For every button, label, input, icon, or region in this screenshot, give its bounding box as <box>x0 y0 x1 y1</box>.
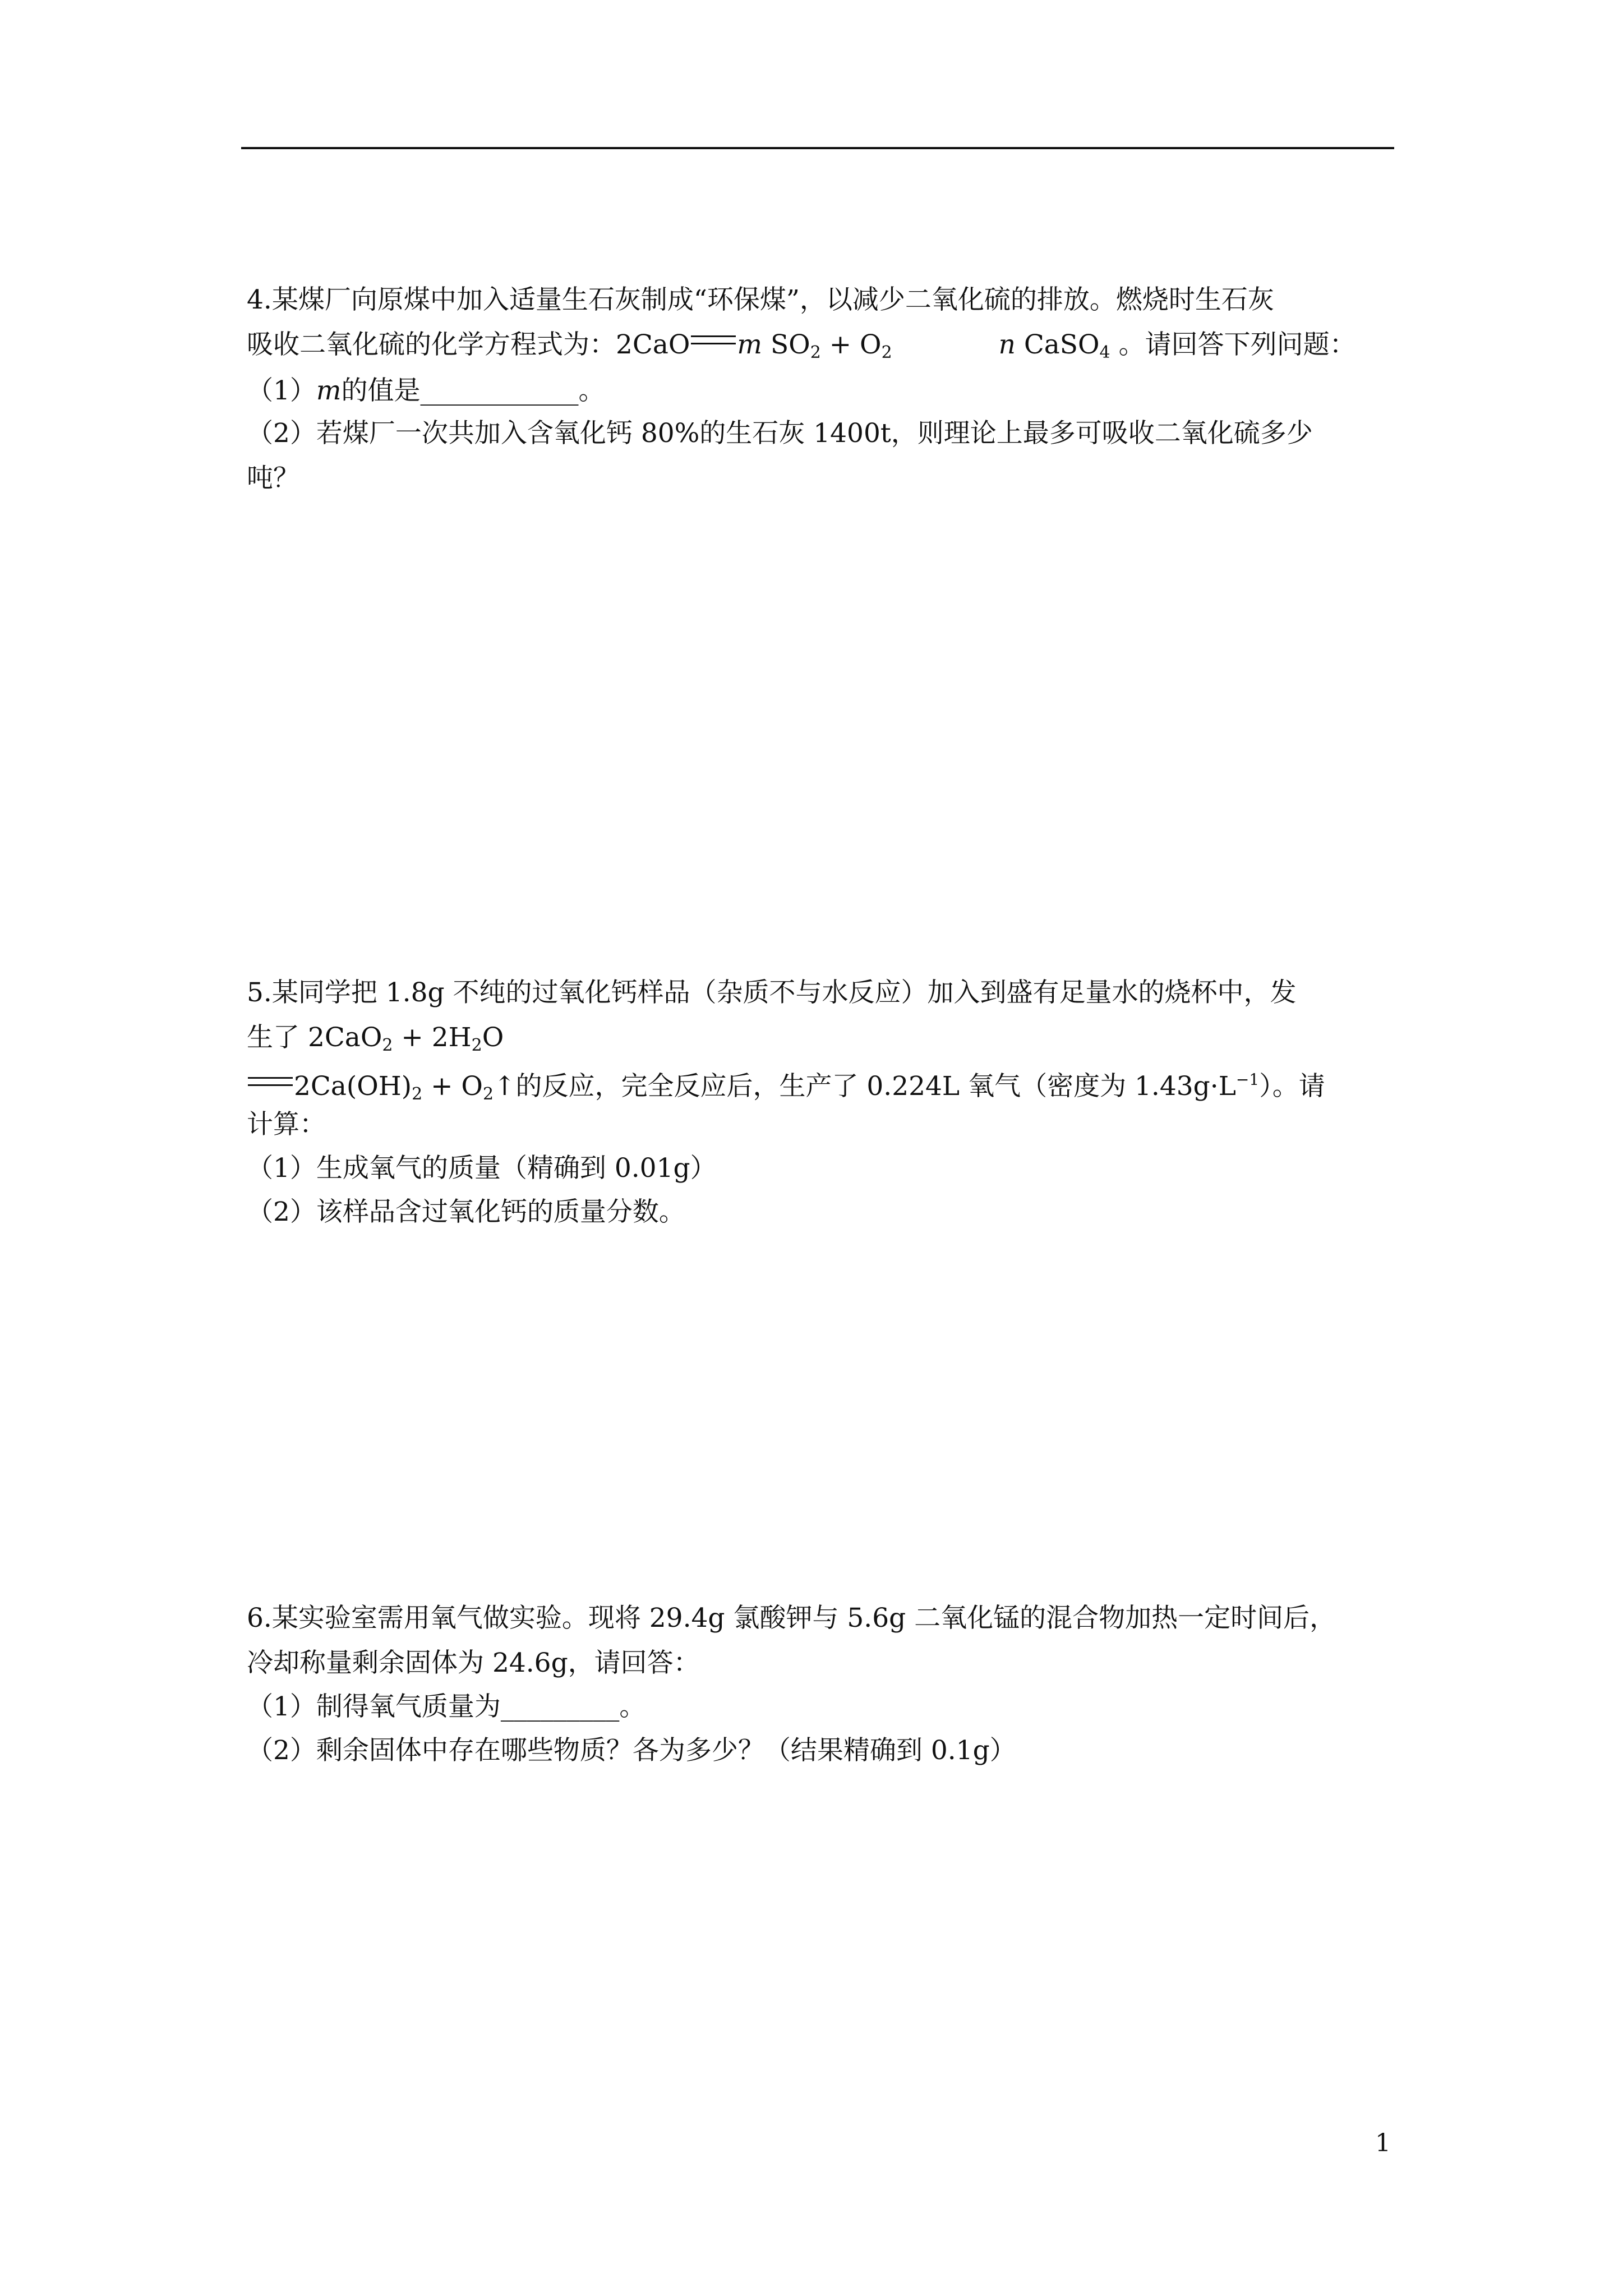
q5-sub-question-1: （1）生成氧气的质量（精确到 0.01g） <box>247 1153 717 1184</box>
header-rule <box>241 147 1394 149</box>
q5-equation-line-1: 生了 $2CaO_2 + 2H_2O$ <box>247 1022 504 1055</box>
q6-sub-question-2: （2）剩余固体中存在哪些物质？各为多少？（结果精确到 0.1g） <box>247 1735 1016 1766</box>
q6-line-2: 冷却称量剩余固体为 24.6g，请回答： <box>247 1648 700 1678</box>
q4-equation-line: 吸收二氧化硫的化学方程式为：2CaO m $SO_2 + O_2$ n CaSO$_4$ 。请回答下列问题： <box>247 329 1356 362</box>
q4-sub-question-1: （1）m的值是____________。 <box>247 375 605 406</box>
q4-line-1: 4.某煤厂向原煤中加入适量生石灰制成“环保煤”，以减少二氧化硫的排放。燃烧时生石灰 <box>247 284 1274 315</box>
q5-line-4: 计算： <box>247 1109 326 1140</box>
q5-sub-question-2: （2）该样品含过氧化钙的质量分数。 <box>247 1197 685 1227</box>
q4-sub-question-2-cont: 吨？ <box>247 463 299 494</box>
equals-sign <box>691 335 736 344</box>
equals-sign <box>248 1077 293 1086</box>
q5-line-1: 5.某同学把 1.8g 不纯的过氧化钙样品（杂质不与水反应）加入到盛有足量水的烧杯中，发 <box>247 977 1297 1008</box>
q6-sub-question-1: （1）制得氧气质量为_________。 <box>247 1691 646 1722</box>
q4-sub-question-2: （2）若煤厂一次共加入含氧化钙 80%的生石灰 1400t，则理论上最多可吸收二氧化硫多少 <box>247 418 1313 449</box>
page-number: 1 <box>1375 2129 1391 2157</box>
q6-line-1: 6.某实验室需用氧气做实验。现将 29.4g 氯酸钾与 5.6g 二氧化锰的混合物加热一定时间后， <box>247 1603 1336 1634</box>
q5-equation-line-2: $2Ca(OH)_2$ + $O_2↑$的反应，完全反应后，生产了 0.224L 氧气（密度为 $1.43g\cdot L^{-1}$）。请 <box>247 1063 1325 1111</box>
